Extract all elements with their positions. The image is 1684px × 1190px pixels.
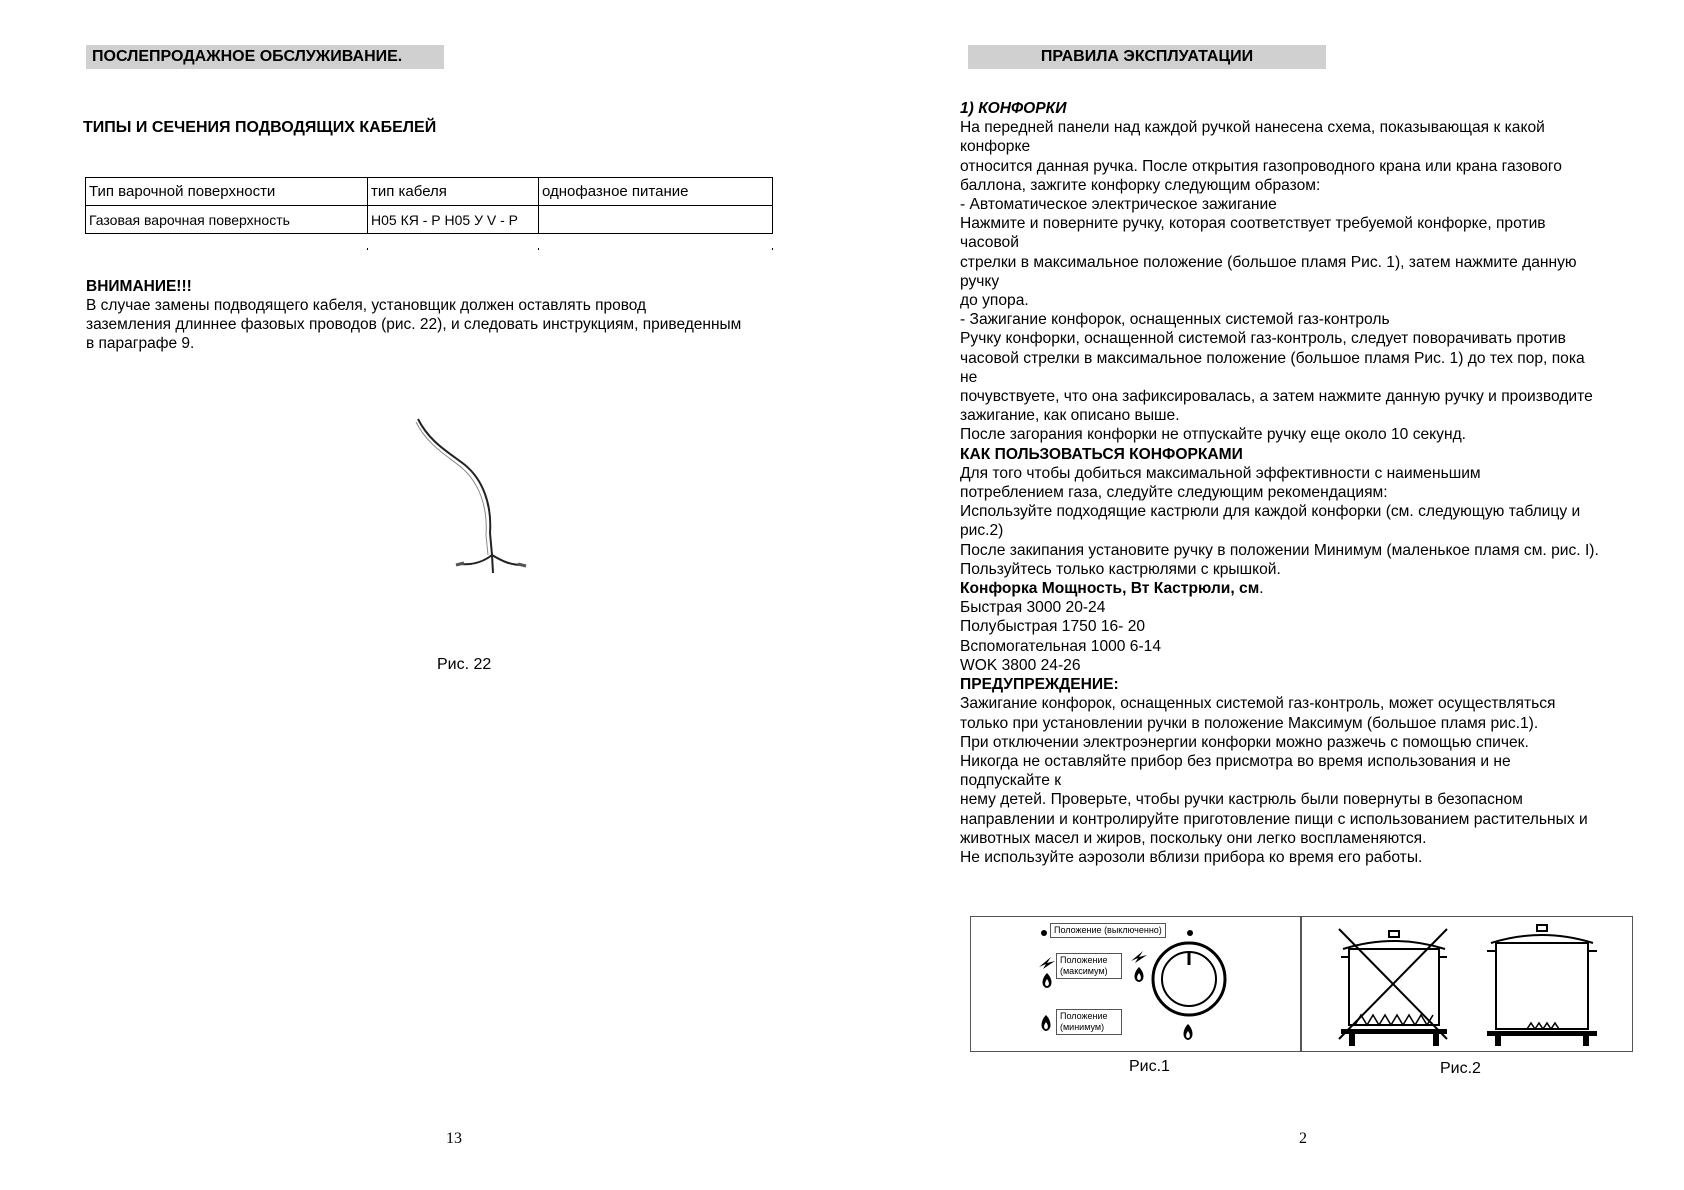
label-position-off: Положение (выключенно) bbox=[1050, 923, 1166, 938]
table-row bbox=[86, 206, 773, 234]
text-line: часовой стрелки в максимальное положение (большое пламя Рис. 1) до тех пор, пока bbox=[960, 349, 1585, 367]
text-line: На передней панели над каждой ручкой нанесена схема, показывающая к какой bbox=[960, 119, 1545, 137]
text-line: ручку bbox=[960, 272, 1000, 290]
text-line: Нажмите и поверните ручку, которая соответствует требуемой конфорке, против bbox=[960, 215, 1546, 233]
text-line: направлении и контролируйте приготовление пищи с использованием растительных и bbox=[960, 810, 1588, 828]
text-line: конфорке bbox=[960, 138, 1031, 156]
text-line: рис.2) bbox=[960, 522, 1004, 540]
text-line: Не используйте аэрозоли вблизи прибора ко время его работы. bbox=[960, 848, 1423, 866]
table-cell: H05 КЯ - Р H05 У V - Р bbox=[368, 206, 539, 234]
text-line: не bbox=[960, 368, 978, 386]
table-header-cell: Тип варочной поверхности bbox=[86, 178, 368, 206]
text-line: подпускайте к bbox=[960, 772, 1062, 790]
power-row: WOK 3800 24-26 bbox=[960, 656, 1081, 674]
cable-table bbox=[85, 177, 773, 234]
table-header-row bbox=[86, 178, 773, 206]
label-min-line: (минимум) bbox=[1060, 1022, 1105, 1032]
text-line: часовой bbox=[960, 234, 1019, 252]
warning-line: в параграфе 9. bbox=[86, 335, 195, 352]
table-header-cell: тип кабеля bbox=[368, 178, 539, 206]
text-line: - Зажигание конфорок, оснащенных системой газ-контроль bbox=[960, 311, 1390, 329]
text-line: При отключении электроэнергии конфорки можно разжечь с помощью спичек. bbox=[960, 733, 1529, 751]
cable-types-subtitle: ТИПЫ И СЕЧЕНИЯ ПОДВОДЯЩИХ КАБЕЛЕЙ bbox=[83, 119, 437, 136]
section-title-operating-rules: ПРАВИЛА ЭКСПЛУАТАЦИИ bbox=[968, 45, 1326, 69]
text-line: После закипания установите ручку в положении Минимум (маленькое пламя см. рис. I). bbox=[960, 541, 1599, 559]
text-line: После загорания конфорки не отпускайте ручку еще около 10 секунд. bbox=[960, 426, 1466, 444]
section-title-after-sales: ПОСЛЕПРОДАЖНОЕ ОБСЛУЖИВАНИЕ. bbox=[86, 45, 444, 69]
figure-2-pot-diagram bbox=[1300, 916, 1633, 1052]
table-residual-marks bbox=[85, 248, 773, 250]
text-line: - Автоматическое электрическое зажигание bbox=[960, 196, 1277, 214]
right-page bbox=[842, 0, 1684, 1190]
figure-1-knob-diagram bbox=[970, 916, 1302, 1052]
text-line: относится данная ручка. После открытия газопроводного крана или крана газового bbox=[960, 157, 1562, 175]
table-cell: Газовая варочная поверхность bbox=[86, 206, 368, 234]
figure-1-caption: Рис.1 bbox=[1129, 1058, 1170, 1075]
label-position-min bbox=[1056, 1009, 1122, 1035]
figure-2-caption: Рис.2 bbox=[1440, 1060, 1481, 1077]
power-table-header bbox=[960, 579, 1660, 598]
power-row: Полубыстрая 1750 16- 20 bbox=[960, 618, 1146, 636]
spark-flame-icon bbox=[1129, 949, 1149, 983]
power-header-text: Конфорка Мощность, Вт Кастрюли, см bbox=[960, 580, 1260, 598]
text-line: зажигание, как описано выше. bbox=[960, 407, 1180, 425]
text-line: только при установлении ручки в положение Максимум (большое пламя рис.1). bbox=[960, 714, 1539, 732]
text-line: потреблением газа, следуйте следующим рекомендациям: bbox=[960, 484, 1388, 502]
knob-dial-icon bbox=[1149, 939, 1229, 1019]
bullet-icon bbox=[1187, 930, 1193, 936]
label-max-line: (максимум) bbox=[1060, 966, 1108, 976]
text-line: Зажигание конфорок, оснащенных системой газ-контроль, может осуществляться bbox=[960, 695, 1556, 713]
pot-comparison-illustration bbox=[1301, 917, 1632, 1051]
label-max-line: Положение bbox=[1060, 955, 1108, 965]
label-position-max bbox=[1056, 953, 1122, 979]
power-row: Вспомогательная 1000 6-14 bbox=[960, 637, 1162, 655]
burners-title: 1) КОНФОРКИ bbox=[960, 100, 1067, 117]
precaution-title: ПРЕДУПРЕЖДЕНИЕ: bbox=[960, 676, 1119, 694]
text-line: нему детей. Проверьте, чтобы ручки кастрюль были повернуты в безопасном bbox=[960, 791, 1523, 809]
figure-22-caption: Рис. 22 bbox=[437, 656, 492, 673]
text-line: до упора. bbox=[960, 292, 1029, 310]
text-line: Никогда не оставляйте прибор без присмотра во время использования и не bbox=[960, 752, 1511, 770]
warning-line: В случае замены подводящего кабеля, установщик должен оставлять провод bbox=[86, 297, 647, 314]
operating-rules-text bbox=[960, 99, 1660, 867]
text-line: Пользуйтесь только кастрюлями с крышкой. bbox=[960, 560, 1281, 578]
spark-flame-icon bbox=[1037, 955, 1057, 989]
power-header-dot: . bbox=[1259, 580, 1264, 598]
bullet-icon bbox=[1041, 930, 1047, 936]
text-line: Для того чтобы добиться максимальной эффективности с наименьшим bbox=[960, 464, 1481, 482]
text-line: баллона, зажгите конфорку следующим образом: bbox=[960, 176, 1321, 194]
warning-line: заземления длиннее фазовых проводов (рис. 22), и следовать инструкциям, приведенным bbox=[86, 316, 742, 333]
table-cell bbox=[539, 206, 773, 234]
page-number: 13 bbox=[446, 1130, 462, 1147]
small-flame-icon bbox=[1039, 1014, 1053, 1032]
small-flame-icon bbox=[1181, 1023, 1195, 1041]
text-line: животных масел и жиров, поскольку они легко воспламеняются. bbox=[960, 829, 1427, 847]
text-line: Ручку конфорки, оснащенной системой газ-контроль, следует поворачивать против bbox=[960, 330, 1566, 348]
text-line: почувствуете, что она зафиксировалась, а затем нажмите данную ручку и производите bbox=[960, 388, 1593, 406]
cable-warning-block bbox=[86, 277, 826, 353]
warning-title: ВНИМАНИЕ!!! bbox=[86, 278, 192, 295]
power-row: Быстрая 3000 20-24 bbox=[960, 599, 1106, 617]
page-number: 2 bbox=[1299, 1130, 1307, 1147]
text-line: Используйте подходящие кастрюли для каждой конфорки (см. следующую таблицу и bbox=[960, 503, 1581, 521]
table-header-cell: однофазное питание bbox=[539, 178, 773, 206]
text-line: стрелки в максимальное положение (большое пламя Рис. 1), затем нажмите данную bbox=[960, 253, 1577, 271]
cable-wire-illustration bbox=[410, 413, 540, 578]
label-min-line: Положение bbox=[1060, 1011, 1108, 1021]
howto-title: КАК ПОЛЬЗОВАТЬСЯ КОНФОРКАМИ bbox=[960, 445, 1243, 463]
